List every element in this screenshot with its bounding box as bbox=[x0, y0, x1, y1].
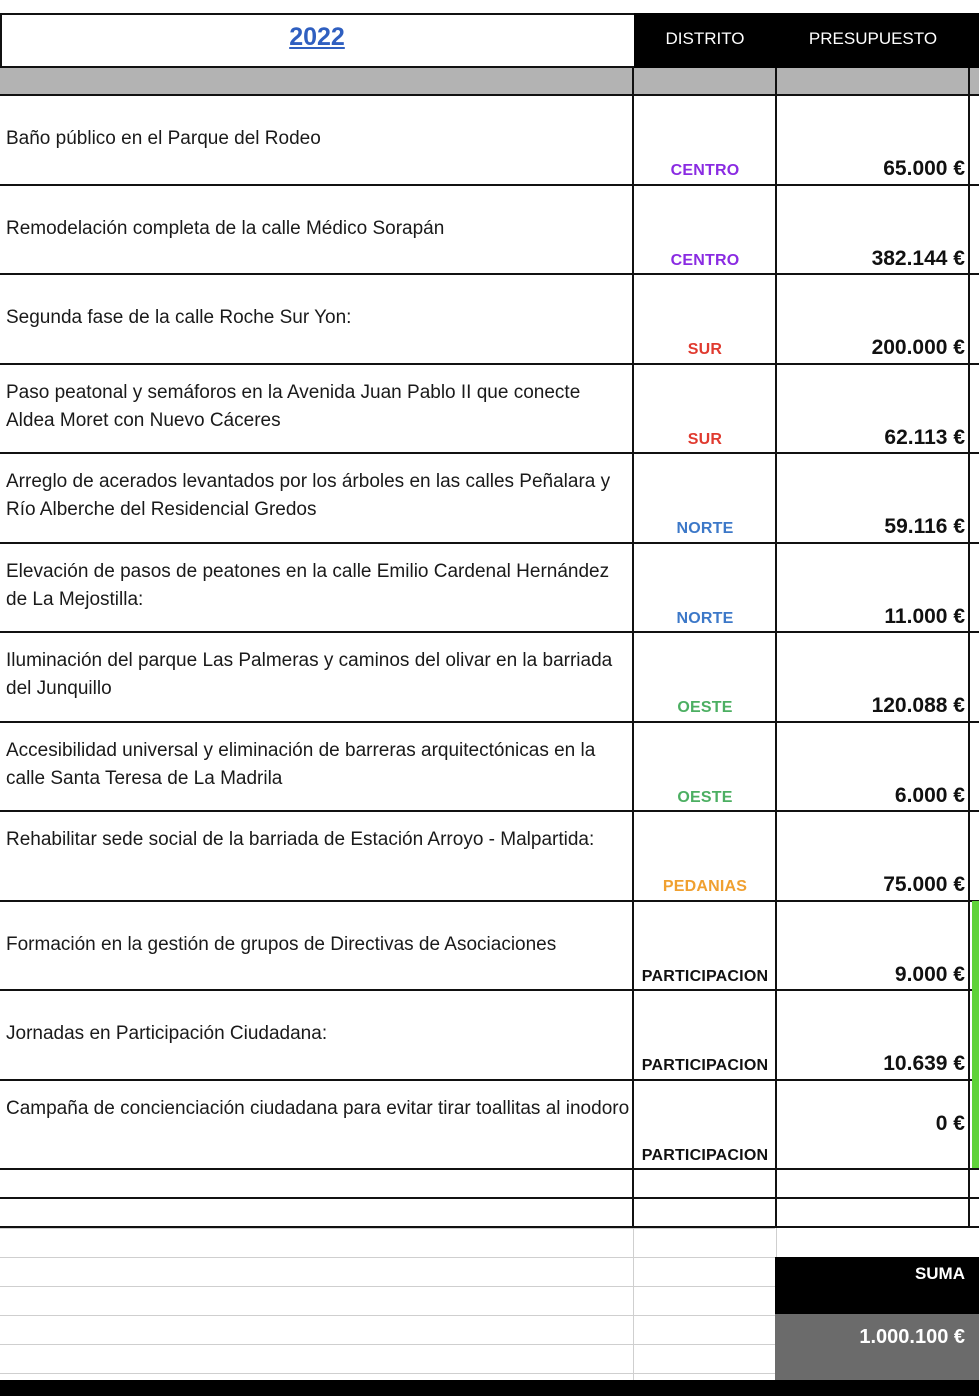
district-label: PARTICIPACION bbox=[641, 1146, 769, 1164]
sheet-gridline bbox=[633, 1228, 634, 1380]
budget-amount: 6.000 € bbox=[894, 783, 965, 807]
budget-amount: 120.088 € bbox=[871, 694, 965, 717]
sheet-gridline bbox=[0, 1228, 775, 1229]
row-divider bbox=[0, 363, 979, 365]
grey-band bbox=[0, 68, 979, 95]
row-divider bbox=[0, 452, 979, 454]
project-description: Paso peatonal y semáforos en la Avenida Juan Pablo II que conecte Aldea Moret con Nuevo Cáceres bbox=[6, 381, 581, 431]
row-divider bbox=[0, 631, 979, 633]
budget-amount: 200.000 € bbox=[871, 336, 965, 359]
district-label: PEDANIAS bbox=[662, 878, 748, 895]
project-description: Elevación de pasos de peatones en la calle Emilio Cardenal Hernández de La Mejostilla: bbox=[6, 560, 610, 610]
row-divider bbox=[0, 1079, 979, 1081]
project-description: Formación en la gestión de grupos de Directivas de Asociaciones bbox=[6, 933, 557, 955]
col-header-presupuesto: PRESUPUESTO bbox=[808, 29, 938, 48]
project-description: Jornadas en Participación Ciudadana: bbox=[6, 1023, 328, 1044]
sheet-gridline bbox=[0, 1344, 775, 1345]
budget-amount: 11.000 € bbox=[884, 604, 965, 628]
district-label: PARTICIPACION bbox=[641, 1057, 769, 1074]
district-label: SUR bbox=[687, 430, 723, 448]
budget-amount: 59.116 € bbox=[884, 515, 965, 538]
budget-amount: 382.144 € bbox=[871, 246, 965, 270]
column-divider bbox=[632, 68, 634, 1228]
suma-value: 1.000.100 € bbox=[859, 1326, 965, 1348]
district-label: NORTE bbox=[676, 609, 734, 627]
budget-amount: 65.000 € bbox=[883, 157, 965, 180]
sheet-gridline bbox=[0, 1286, 775, 1287]
year-link[interactable]: 2022 bbox=[289, 23, 345, 51]
district-label: CENTRO bbox=[670, 251, 740, 269]
sheet-gridline bbox=[0, 1257, 775, 1258]
project-description: Iluminación del parque Las Palmeras y caminos del olivar en la barriada del Junquillo bbox=[6, 650, 613, 699]
row-divider bbox=[0, 1168, 979, 1170]
suma-label: SUMA bbox=[914, 1264, 965, 1283]
row-divider bbox=[0, 94, 979, 96]
col-header-distrito: DISTRITO bbox=[665, 29, 745, 48]
budget-amount: 62.113 € bbox=[884, 425, 965, 449]
district-label: OESTE bbox=[677, 699, 733, 716]
row-divider bbox=[0, 900, 979, 902]
row-divider bbox=[0, 721, 979, 723]
header-bar bbox=[0, 13, 979, 68]
project-description: Remodelación completa de la calle Médico Sorapán bbox=[6, 217, 445, 239]
budget-amount: 0 € bbox=[935, 1111, 965, 1135]
column-divider bbox=[968, 68, 970, 1228]
right-edge-green-bar bbox=[972, 901, 979, 1168]
project-description: Accesibilidad universal y eliminación de barreras arquitectónicas en la calle Santa Teresa de La Madrila bbox=[6, 739, 596, 789]
row-divider bbox=[0, 989, 979, 991]
row-divider bbox=[0, 1197, 979, 1199]
project-description: Baño público en el Parque del Rodeo bbox=[6, 128, 321, 149]
project-description: Rehabilitar sede social de la barriada de Estación Arroyo - Malpartida: bbox=[6, 829, 595, 850]
project-description: Campaña de concienciación ciudadana para evitar tirar toallitas al inodoro bbox=[6, 1097, 630, 1119]
district-label: PARTICIPACION bbox=[641, 967, 769, 985]
budget-amount: 10.639 € bbox=[883, 1052, 965, 1075]
budget-amount: 9.000 € bbox=[894, 962, 965, 986]
project-description: Segunda fase de la calle Roche Sur Yon: bbox=[6, 307, 352, 328]
row-divider bbox=[0, 273, 979, 275]
district-label: SUR bbox=[687, 341, 723, 358]
row-divider bbox=[0, 184, 979, 186]
sheet-gridline bbox=[0, 1315, 775, 1316]
project-description: Arreglo de acerados levantados por los árboles en las calles Peñalara y Río Alberche del Residencial Gredos bbox=[6, 471, 611, 520]
budget-amount: 75.000 € bbox=[883, 873, 965, 896]
district-label: OESTE bbox=[677, 788, 733, 806]
district-label: CENTRO bbox=[670, 162, 740, 179]
district-label: NORTE bbox=[676, 520, 734, 537]
row-divider bbox=[0, 542, 979, 544]
row-divider bbox=[0, 810, 979, 812]
bottom-bar bbox=[0, 1380, 979, 1396]
sheet-gridline bbox=[0, 1373, 775, 1374]
